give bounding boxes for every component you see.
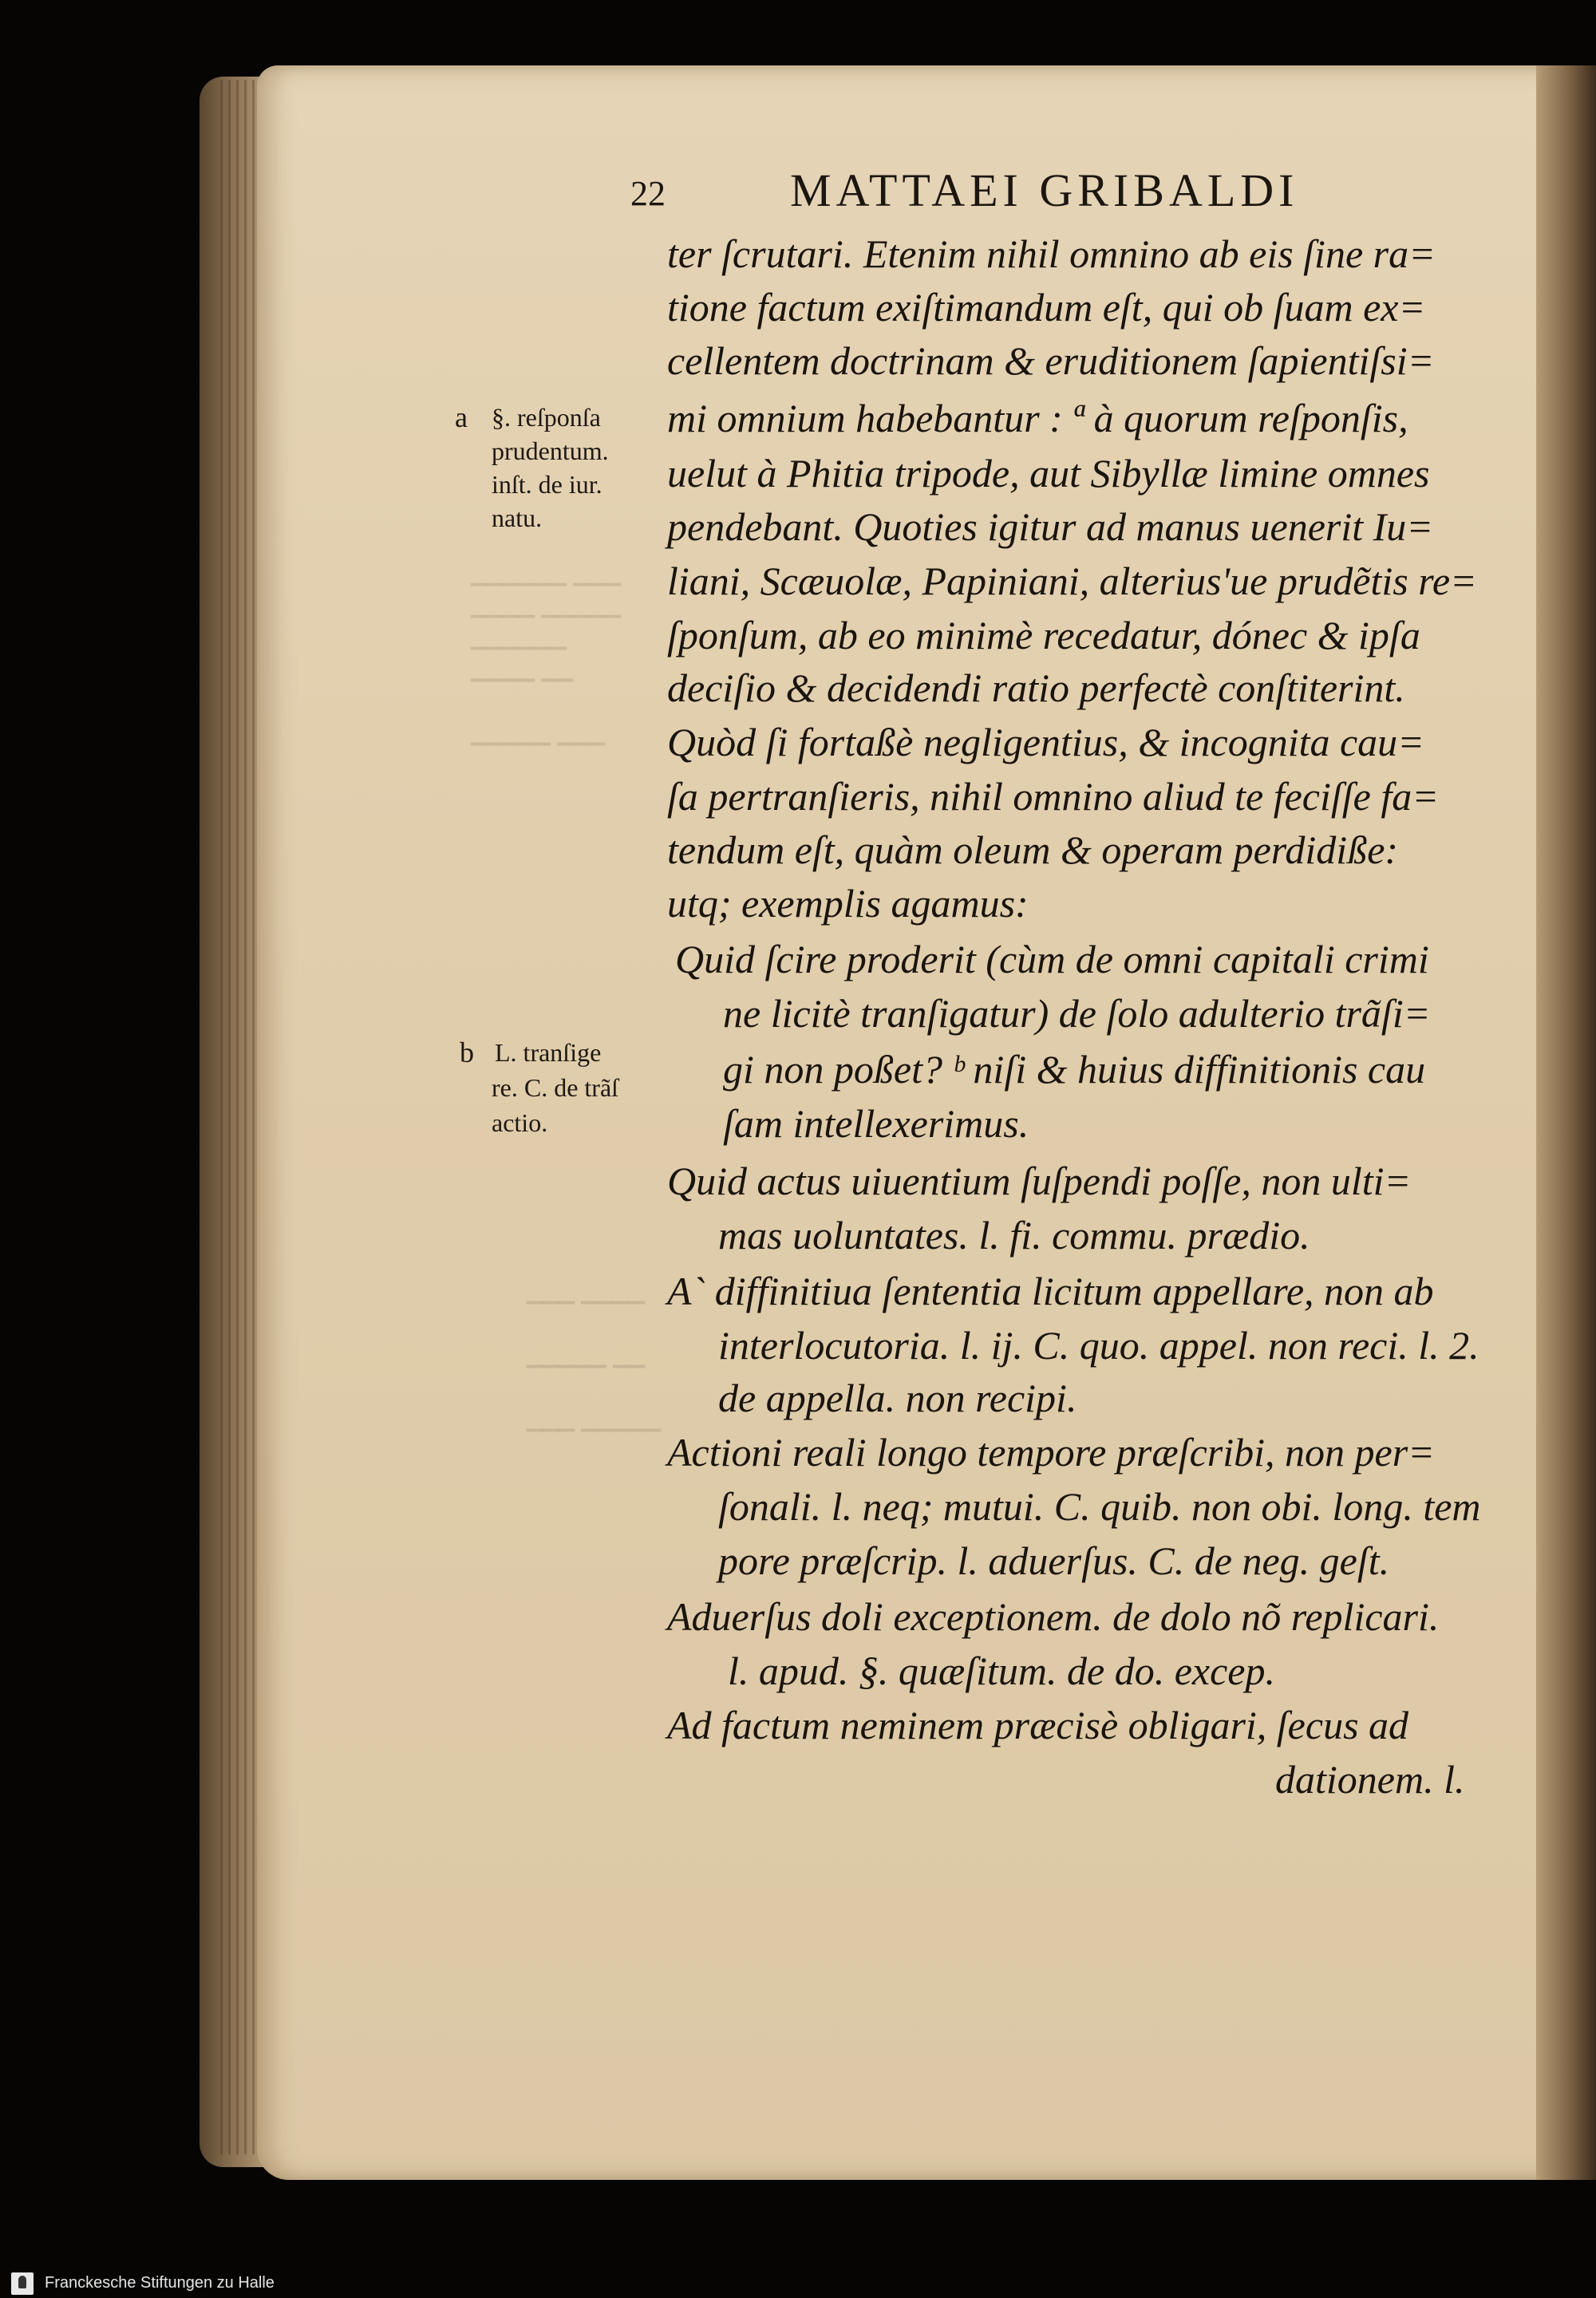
book-gutter [1536, 65, 1596, 2180]
text-line: deciſio & decidendi ratio perfectè conſtiterint. [667, 665, 1405, 710]
text-line: Quòd ſi fortaßè negligentius, & incognita cau= [667, 720, 1424, 764]
text-line: ne licitè tranſigatur) de ſolo adulterio trãſi= [723, 991, 1431, 1036]
text-line: Aduerſus doli exceptionem. de dolo nõ replicari. [667, 1594, 1440, 1639]
text-line: de appella. non recipi. [718, 1376, 1077, 1420]
text-line: pendebant. Quoties igitur ad manus uenerit Iu= [667, 504, 1434, 549]
margin-note-line: §. reſponſa [492, 403, 601, 432]
text-line: ſa pertranſieris, nihil omnino aliud te feciſſe fa= [667, 774, 1439, 819]
margin-note-line: actio. [492, 1108, 548, 1137]
text-line: Ad factum neminem præcisè obligari, ſecus ad [667, 1703, 1409, 1747]
text-line: A` diffinitiua ſententia licitum appellare, non ab [667, 1269, 1434, 1313]
text-line: ter ſcrutari. Etenim nihil omnino ab eis ſine ra= [667, 231, 1436, 276]
text-line: utq; exemplis agamus: [667, 881, 1029, 926]
text-line: dationem. l. [1275, 1757, 1465, 1802]
text-line: ſonali. l. neq; mutui. C. quib. non obi. long. tem [718, 1484, 1481, 1529]
margin-note-line: natu. [492, 503, 543, 532]
franckesche-stiftungen-logo-icon [11, 2272, 34, 2295]
running-title: MATTAEI GRIBALDI [790, 164, 1299, 216]
text-line: tendum eſt, quàm oleum & operam perdidiße: [667, 827, 1399, 872]
text-line: liani, Scæuolæ, Papiniani, alterius'ue prudẽtis re= [667, 559, 1477, 603]
show-through-texture: ▁▁▁ ▁▁▁▁ ▁▁▁▁▁ ▁▁ ▁▁▁ ▁▁▁▁▁ [527, 1281, 662, 1432]
text-line: cellentem doctrinam & eruditionem ſapientiſsi= [667, 338, 1435, 383]
page-number: 22 [630, 174, 666, 213]
text-line: mi omnium habebantur : ª à quorum reſponſis, [667, 396, 1408, 440]
text-line: gi non poßet? ᵇ niſi & huius diffinitionis cau [723, 1047, 1426, 1092]
text-line: Actioni reali longo tempore præſcribi, non per= [667, 1430, 1435, 1475]
text-line: ſam intellexerimus. [723, 1101, 1029, 1146]
text-line: Quid actus uiuentium ſuſpendi poſſe, non ulti= [667, 1159, 1412, 1203]
text-line: interlocutoria. l. ij. C. quo. appel. non reci. l. 2. [718, 1323, 1479, 1368]
text-line: l. apud. §. quæſitum. de do. excep. [728, 1648, 1275, 1693]
margin-note-line: inſt. de iur. [492, 470, 602, 499]
text-line: ſponſum, ab eo minimè recedatur, dónec & ipſa [667, 613, 1420, 657]
text-line: Quid ſcire proderit (cùm de omni capitali crimi [675, 937, 1429, 981]
footer-credit: Franckesche Stiftungen zu Halle [45, 2274, 275, 2292]
show-through-texture: ▁▁▁▁▁▁ ▁▁▁ ▁▁▁▁ ▁▁▁▁▁ ▁▁▁▁▁▁ ▁▁▁▁ ▁▁ ▁▁▁▁▁ ▁▁▁ [471, 563, 622, 746]
text-line: pore præſcrip. l. aduerſus. C. de neg. geſt. [718, 1538, 1390, 1583]
margin-note-line: re. C. de trãſ [492, 1073, 619, 1102]
text-line: tione factum exiſtimandum eſt, qui ob ſuam ex= [667, 285, 1426, 330]
margin-note-line: prudentum. [492, 436, 609, 465]
margin-note-key: a [455, 401, 468, 433]
text-line: mas uoluntates. l. fi. commu. prædio. [718, 1213, 1310, 1258]
text-line: uelut à Phitia tripode, aut Sibyllæ limine omnes [667, 451, 1430, 496]
margin-note-key: b [460, 1036, 474, 1068]
margin-note-line: L. tranſige [495, 1038, 602, 1067]
